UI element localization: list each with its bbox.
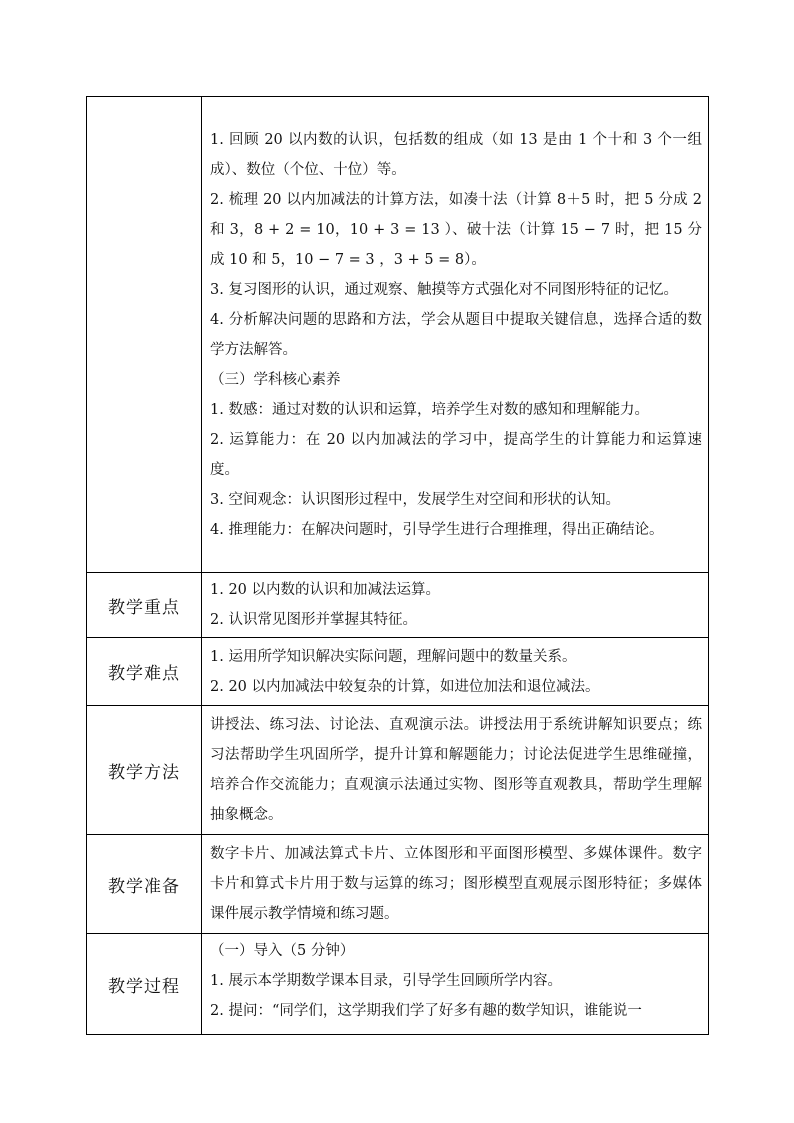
content-line: 4. 推理能力：在解决问题时，引导学生进行合理推理，得出正确结论。 <box>210 521 664 538</box>
row-label: 教学准备 <box>87 835 202 934</box>
section-heading: （一）导入（5 分钟） <box>210 943 355 959</box>
content-line: 1. 回顾 20 以内数的认识，包括数的组成（如 13 是由 1 个十和 3 个一组成）、数位（个位、十位）等。 <box>210 131 702 178</box>
row-process <box>87 934 709 1035</box>
row-content <box>202 97 709 573</box>
row-label: 教学难点 <box>87 638 202 706</box>
content-line: 2. 20 以内加减法中较复杂的计算，如进位加法和退位减法。 <box>210 678 600 695</box>
row-key-points <box>87 573 709 638</box>
content-line: 2. 梳理 20 以内加减法的计算方法，如凑十法（计算 8＋5 时，把 5 分成 2 和 3，8 + 2 = 10，10 + 3 = 13 ）、破十法（计算 15 − 7 时，把 15 分成 10 和 5，10 − 7 = 3 ，3 + 5 = 8）。 <box>210 191 702 268</box>
row-preparation <box>87 835 709 934</box>
row-content <box>202 706 709 835</box>
row-teaching-goals <box>87 97 709 573</box>
content-line: 1. 展示本学期数学课本目录，引导学生回顾所学内容。 <box>210 973 562 989</box>
row-label: 教学重点 <box>87 573 202 638</box>
row-difficulties <box>87 638 709 706</box>
content-line: 数字卡片、加减法算式卡片、立体图形和平面图形模型、多媒体课件。数字卡片和算式卡片用于数与运算的练习；图形模型直观展示图形特征；多媒体课件展示教学情境和练习题。 <box>210 846 702 922</box>
lesson-plan-table <box>86 96 709 1035</box>
content-line: 1. 数感：通过对数的认识和运算，培养学生对数的感知和理解能力。 <box>210 401 649 418</box>
row-content <box>202 638 709 706</box>
content-line: 3. 空间观念：认识图形过程中，发展学生对空间和形状的认知。 <box>210 491 620 508</box>
row-label: 教学过程 <box>87 934 202 1035</box>
row-label <box>87 97 202 573</box>
content-line: 1. 20 以内数的认识和加减法运算。 <box>210 582 441 598</box>
content-line: 2. 认识常见图形并掌握其特征。 <box>210 612 417 628</box>
content-line: 2. 提问：“同学们，这学期我们学了好多有趣的数学知识，谁能说一 <box>210 1003 642 1019</box>
section-heading: （三）学科核心素养 <box>210 371 341 388</box>
content-line: 1. 运用所学知识解决实际问题，理解问题中的数量关系。 <box>210 648 577 665</box>
content-line: 3. 复习图形的认识，通过观察、触摸等方式强化对不同图形特征的记忆。 <box>210 281 678 298</box>
row-label: 教学方法 <box>87 706 202 835</box>
content-line: 2. 运算能力：在 20 以内加减法的学习中，提高学生的计算能力和运算速度。 <box>210 431 702 478</box>
content-line: 讲授法、练习法、讨论法、直观演示法。讲授法用于系统讲解知识要点；练习法帮助学生巩固所学，提升计算和解题能力；讨论法促进学生思维碰撞，培养合作交流能力；直观演示法通过实物、图形等直观教具，帮助学生理解抽象概念。 <box>210 717 702 823</box>
row-content <box>202 934 709 1035</box>
row-content <box>202 835 709 934</box>
row-content <box>202 573 709 638</box>
row-methods <box>87 706 709 835</box>
content-line: 4. 分析解决问题的思路和方法，学会从题目中提取关键信息，选择合适的数学方法解答。 <box>210 311 702 358</box>
